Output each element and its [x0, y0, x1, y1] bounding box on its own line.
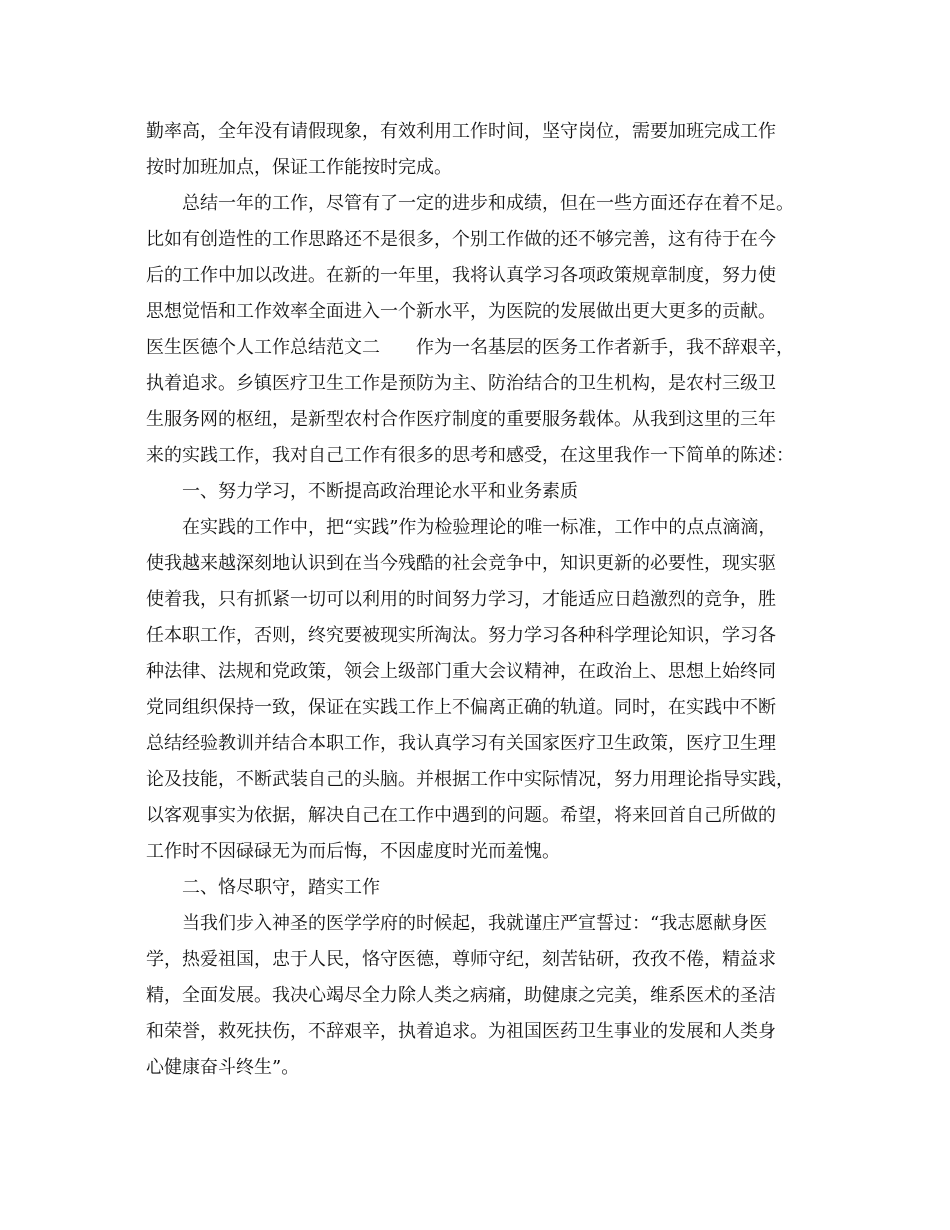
text-line: 总结经验教训并结合本职工作，我认真学习有关国家医疗卫生政策，医疗卫生理: [146, 733, 776, 754]
text-line: 学，热爱祖国，忠于人民，恪守医德，尊师守纪，刻苦钻研，孜孜不倦，精益求: [146, 949, 776, 970]
text-line: 后的工作中加以改进。在新的一年里，我将认真学习各项政策规章制度，努力使: [146, 265, 776, 286]
text-line: 以客观事实为依据，解决自己在工作中遇到的问题。希望，将来回首自己所做的: [146, 805, 776, 826]
text-line: 任本职工作，否则，终究要被现实所淘汰。努力学习各种科学理论知识，学习各: [146, 625, 776, 646]
paragraph-start-line: 在实践的工作中，把“实践”作为检验理论的唯一标准，工作中的点点滴滴，: [182, 517, 777, 538]
text-line: 比如有创造性的工作思路还不是很多，个别工作做的还不够完善，这有待于在今: [146, 229, 776, 250]
text-line: 精，全面发展。我决心竭尽全力除人类之病痛，助健康之完美，维系医术的圣洁: [146, 985, 776, 1006]
text-line: 使着我，只有抓紧一切可以利用的时间努力学习，才能适应日趋激烈的竞争，胜: [146, 589, 776, 610]
text-line: 论及技能，不断武装自己的头脑。并根据工作中实际情况，努力用理论指导实践，: [146, 769, 794, 790]
text-line: 勤率高，全年没有请假现象，有效利用工作时间，坚守岗位，需要加班完成工作: [146, 121, 776, 142]
text-line: 工作时不因碌碌无为而后悔，不因虚度时光而羞愧。: [146, 841, 560, 862]
paragraph-start-line: 当我们步入神圣的医学学府的时候起，我就谨庄严宣誓过：“我志愿献身医: [182, 913, 768, 934]
text-line: 执着追求。乡镇医疗卫生工作是预防为主、防治结合的卫生机构，是农村三级卫: [146, 373, 776, 394]
text-line: 党同组织保持一致，保证在实践工作上不偏离正确的轨道。同时，在实践中不断: [146, 697, 776, 718]
section-title-line: 医生医德个人工作总结范文二 作为一名基层的医务工作者新手，我不辞艰辛，: [146, 337, 794, 358]
text-line: 心健康奋斗终生”。: [146, 1057, 300, 1078]
heading-two: 二、恪尽职守，踏实工作: [182, 877, 380, 898]
text-line: 和荣誉，救死扶伤，不辞艰辛，执着追求。为祖国医药卫生事业的发展和人类身: [146, 1021, 776, 1042]
text-line: 思想觉悟和工作效率全面进入一个新水平，为医院的发展做出更大更多的贡献。: [146, 301, 776, 322]
text-line: 种法律、法规和党政策，领会上级部门重大会议精神，在政治上、思想上始终同: [146, 661, 776, 682]
text-line: 来的实践工作，我对自己工作有很多的思考和感受，在这里我作一下简单的陈述：: [146, 445, 794, 466]
text-line: 使我越来越深刻地认识到在当今残酷的社会竞争中，知识更新的必要性，现实驱: [146, 553, 776, 574]
text-line: 生服务网的枢纽，是新型农村合作医疗制度的重要服务载体。从我到这里的三年: [146, 409, 776, 430]
heading-one: 一、努力学习，不断提高政治理论水平和业务素质: [182, 481, 578, 502]
text-line: 按时加班加点，保证工作能按时完成。: [146, 157, 452, 178]
paragraph-start-line: 总结一年的工作，尽管有了一定的进步和成绩，但在一些方面还存在着不足。: [182, 193, 794, 214]
